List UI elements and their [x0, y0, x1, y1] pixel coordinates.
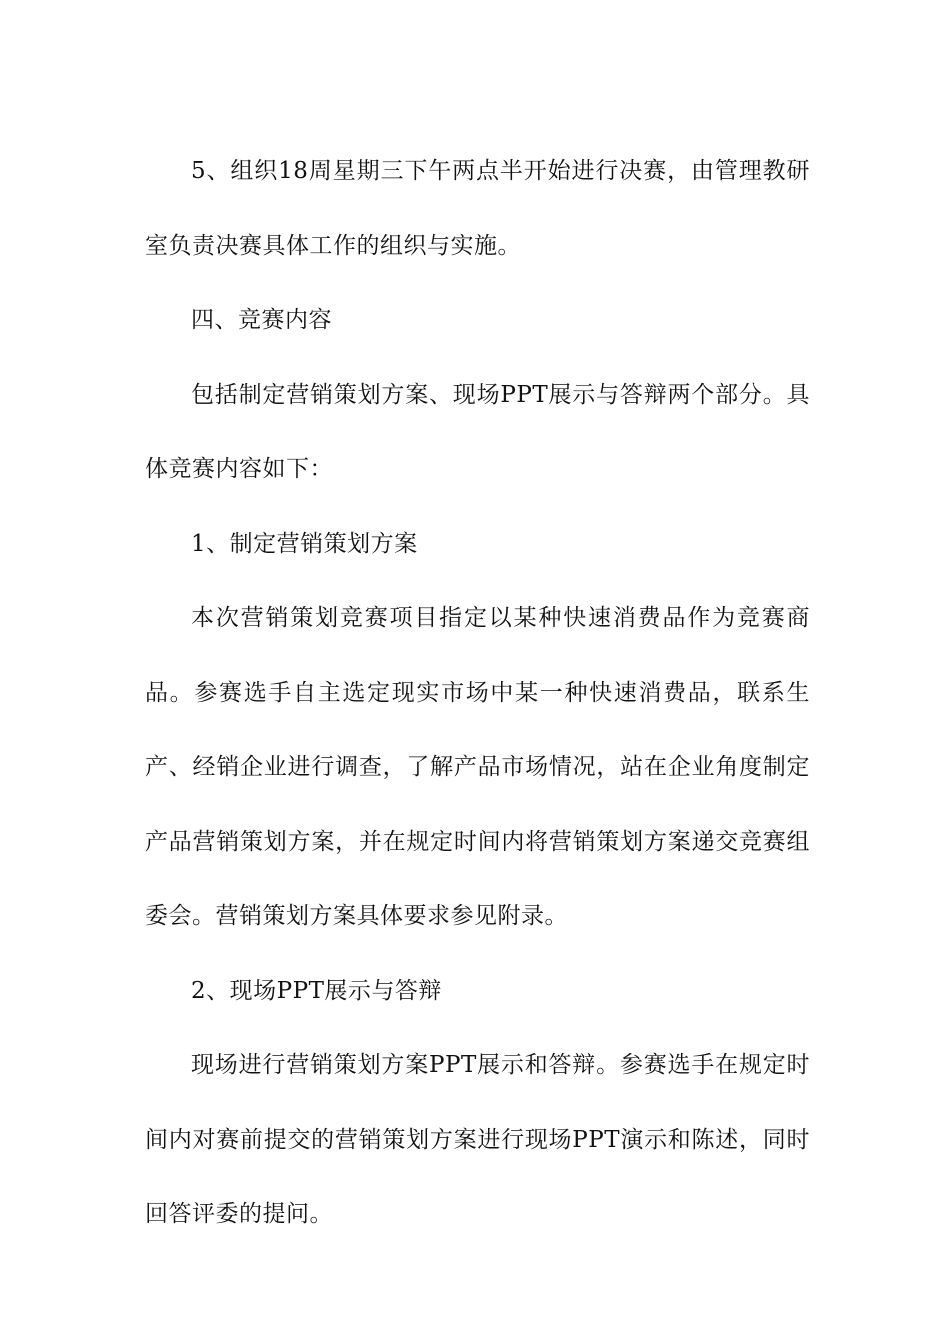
- document-body: [145, 134, 810, 1252]
- paragraph-ppt-presentation-details: 现场进行营销策划方案PPT展示和答辩。参赛选手在规定时间内对赛前提交的营销策划方案进行现场PPT演示和陈述，同时回答评委的提问。: [145, 1052, 810, 1227]
- section-heading-competition-content: 四、竞赛内容: [191, 307, 332, 333]
- subheading-ppt-presentation: 2、现场PPT展示与答辩: [191, 977, 442, 1004]
- paragraph-final-round-organization: 5、组织18周星期三下午两点半开始进行决赛，由管理教研室负责决赛具体工作的组织与实施。: [145, 158, 810, 259]
- paragraph-content-overview: 包括制定营销策划方案、现场PPT展示与答辩两个部分。具体竞赛内容如下：: [145, 381, 810, 482]
- subheading-marketing-plan: 1、制定营销策划方案: [191, 530, 418, 557]
- paragraph-marketing-plan-details: 本次营销策划竞赛项目指定以某种快速消费品作为竞赛商品。参赛选手自主选定现实市场中某一种快速消费品，联系生产、经销企业进行调查，了解产品市场情况，站在企业角度制定产品营销策划方案，并在规定时间内将营销策划方案递交竞赛组委会。营销策划方案具体要求参见附录。: [145, 605, 810, 929]
